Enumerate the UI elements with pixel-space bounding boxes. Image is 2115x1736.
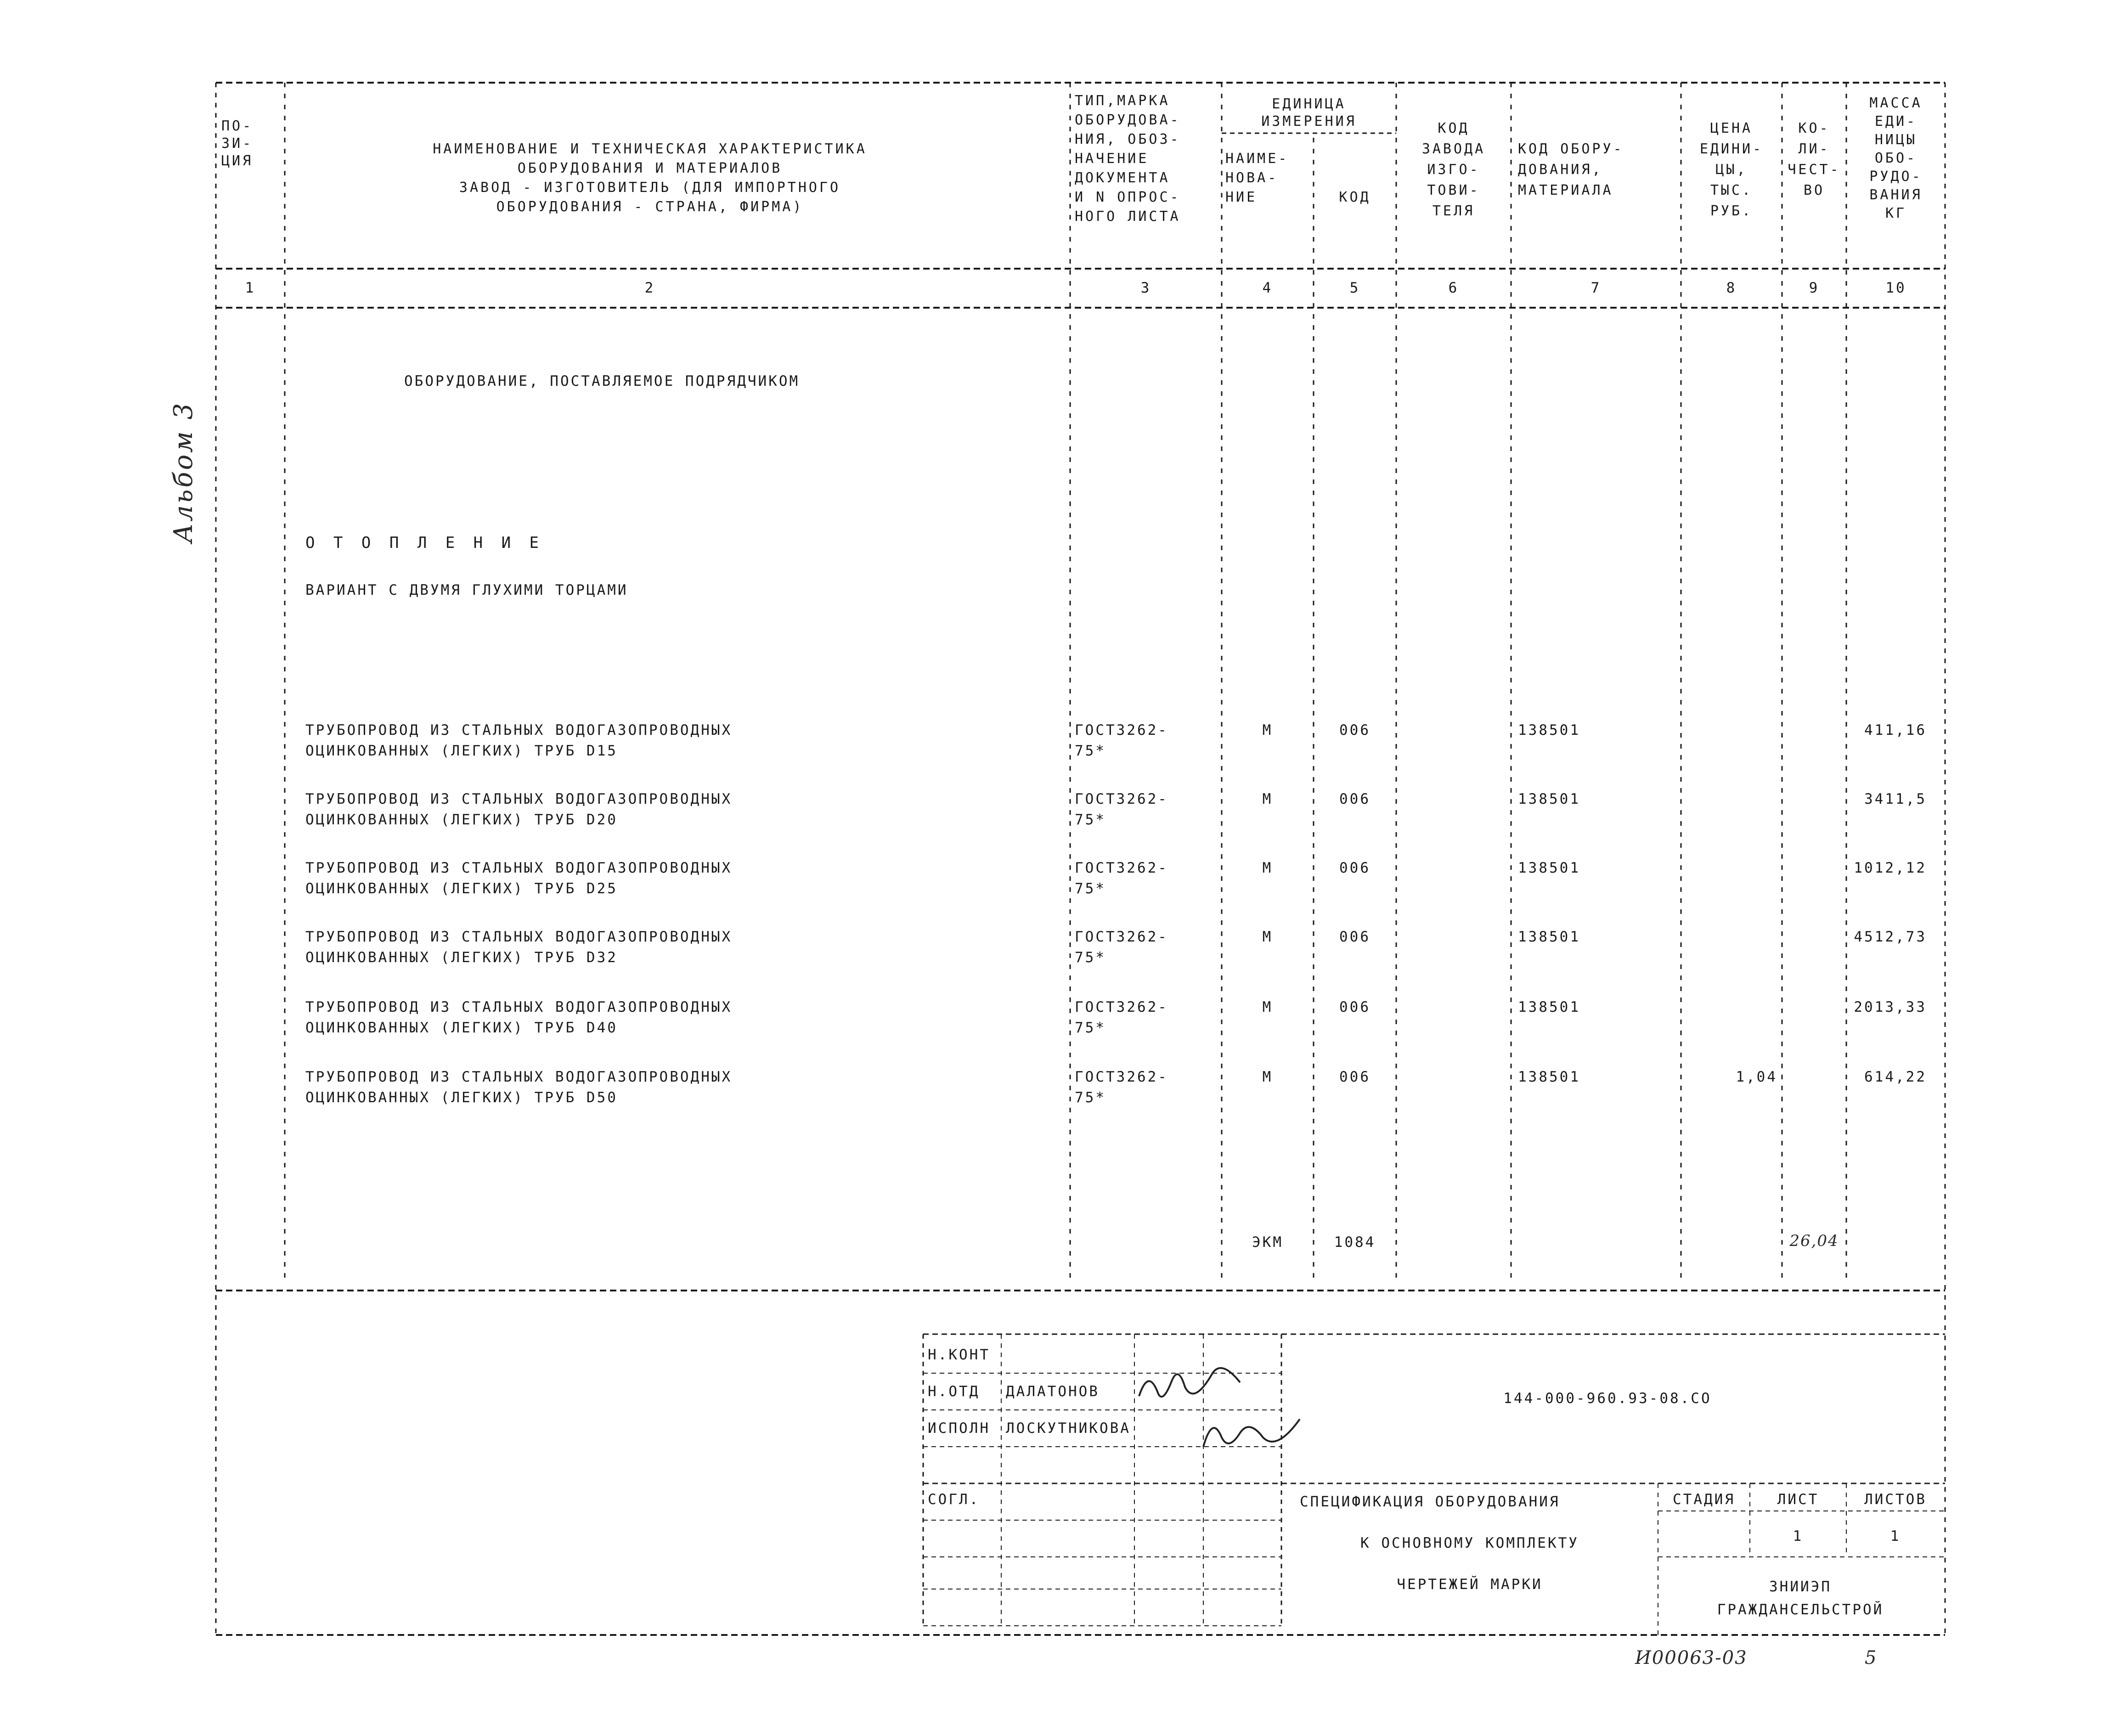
header-col1-line: ЦИЯ <box>221 153 254 169</box>
header-col3-line: И N ОПРОС- <box>1075 189 1181 205</box>
row-unit: М <box>1262 791 1273 807</box>
row-unit: М <box>1262 860 1273 876</box>
row-material-code: 138501 <box>1518 860 1580 876</box>
total-qty: 26,04 <box>1789 1232 1839 1250</box>
designation: 144-000-960.93-08.СО <box>1503 1390 1712 1407</box>
column-number: 5 <box>1349 280 1360 296</box>
row-unit-code: 006 <box>1339 791 1371 807</box>
header-col3-line: ОБОРУДОВА- <box>1075 112 1181 128</box>
row-name-line: ТРУБОПРОВОД ИЗ СТАЛЬНЫХ ВОДОГАЗОПРОВОДНЫХ <box>305 1069 733 1085</box>
row-doc-line: 75* <box>1075 812 1106 828</box>
section-title: ОБОРУДОВАНИЕ, ПОСТАВЛЯЕМОЕ ПОДРЯДЧИКОМ <box>404 373 800 389</box>
header-col8-line: ТЫС. <box>1710 182 1753 198</box>
doc-title-line: ЧЕРТЕЖЕЙ МАРКИ <box>1397 1576 1543 1593</box>
sheet-number: 1 <box>1793 1528 1804 1544</box>
row-material-code: 138501 <box>1518 929 1580 945</box>
row-name-line: ТРУБОПРОВОД ИЗ СТАЛЬНЫХ ВОДОГАЗОПРОВОДНЫХ <box>305 860 733 876</box>
header-col2-line: НАИМЕНОВАНИЕ И ТЕХНИЧЕСКАЯ ХАРАКТЕРИСТИКА <box>433 141 867 157</box>
header-col3-line: ТИП,МАРКА <box>1075 93 1170 109</box>
column-number: 10 <box>1885 280 1906 296</box>
header-col6-line: КОД <box>1438 120 1470 136</box>
column-number: 6 <box>1448 280 1459 296</box>
footer-page: 5 <box>1865 1647 1878 1668</box>
row-name-line: ОЦИНКОВАННЫХ (ЛЕГКИХ) ТРУБ D50 <box>305 1089 618 1106</box>
org-line: ЗНИИЭП <box>1769 1578 1832 1595</box>
row-unit: М <box>1262 722 1273 738</box>
row-qty: 1012,12 <box>1854 860 1927 876</box>
total-unit-code: 1084 <box>1334 1234 1376 1251</box>
header-col2-line: ОБОРУДОВАНИЯ И МАТЕРИАЛОВ <box>517 160 783 176</box>
row-name-line: ОЦИНКОВАННЫХ (ЛЕГКИХ) ТРУБ D32 <box>305 949 618 966</box>
header-col9-line: КО- <box>1798 120 1830 136</box>
title-role: ИСПОЛН <box>928 1420 990 1437</box>
header-col2-line: ЗАВОД - ИЗГОТОВИТЕЛЬ (ДЛЯ ИМПОРТНОГО <box>459 180 841 196</box>
row-doc-line: 75* <box>1075 880 1106 897</box>
row-qty: 4512,73 <box>1854 929 1927 945</box>
row-name-line: ОЦИНКОВАННЫХ (ЛЕГКИХ) ТРУБ D25 <box>305 880 618 897</box>
header-col10-line: РУДО- <box>1869 169 1923 185</box>
title-person: ДАЛАТОНОВ <box>1006 1383 1100 1400</box>
doc-title-line: К ОСНОВНОМУ КОМПЛЕКТУ <box>1360 1535 1579 1551</box>
header-col9-line: ЛИ- <box>1798 141 1830 157</box>
row-name-line: ОЦИНКОВАННЫХ (ЛЕГКИХ) ТРУБ D40 <box>305 1020 618 1036</box>
title-role: СОГЛ. <box>928 1491 980 1508</box>
header-col8-line: ЕДИНИ- <box>1699 141 1764 157</box>
header-col8-line: ЦЫ, <box>1715 162 1748 178</box>
header-col10-line: НИЦЫ <box>1874 132 1918 148</box>
header-col10-line: ОБО- <box>1874 150 1918 166</box>
column-number: 2 <box>644 280 655 296</box>
row-material-code: 138501 <box>1518 1069 1580 1085</box>
header-col10-line: КГ <box>1885 205 1907 221</box>
header-col1-line: ЗИ- <box>221 135 254 152</box>
header-col4-line: НИЕ <box>1225 189 1258 205</box>
group-title: О Т О П Л Е Н И Е <box>305 534 543 552</box>
row-unit-code: 006 <box>1339 999 1371 1015</box>
header-col4-line: НАИМЕ- <box>1225 151 1289 167</box>
row-doc-line: ГОСТ3262- <box>1075 860 1168 876</box>
row-unit: М <box>1262 999 1273 1015</box>
column-number: 9 <box>1809 280 1820 296</box>
subgroup-title: ВАРИАНТ С ДВУМЯ ГЛУХИМИ ТОРЦАМИ <box>305 582 628 598</box>
row-name-line: ТРУБОПРОВОД ИЗ СТАЛЬНЫХ ВОДОГАЗОПРОВОДНЫХ <box>305 722 733 738</box>
title-role: Н.КОНТ <box>928 1347 990 1363</box>
header-col7-line: ДОВАНИЯ, <box>1518 162 1603 178</box>
header-col7-line: МАТЕРИАЛА <box>1518 182 1613 198</box>
stage-label: СТАДИЯ <box>1673 1491 1735 1508</box>
row-doc-line: 75* <box>1075 743 1106 759</box>
row-doc-line: ГОСТ3262- <box>1075 929 1168 945</box>
sheets-number: 1 <box>1890 1528 1901 1544</box>
header-col7-line: КОД ОБОРУ- <box>1518 141 1624 157</box>
row-material-code: 138501 <box>1518 722 1580 738</box>
header-col5-line: КОД <box>1339 189 1371 205</box>
header-col1-line: ПО- <box>221 118 254 134</box>
row-unit-code: 006 <box>1339 1069 1371 1085</box>
row-name-line: ТРУБОПРОВОД ИЗ СТАЛЬНЫХ ВОДОГАЗОПРОВОДНЫХ <box>305 929 733 945</box>
row-unit-code: 006 <box>1339 722 1371 738</box>
row-doc-line: ГОСТ3262- <box>1075 791 1168 807</box>
row-doc-line: ГОСТ3262- <box>1075 722 1168 738</box>
header-col6-line: ТЕЛЯ <box>1432 203 1475 219</box>
header-col3-line: НАЧЕНИЕ <box>1075 151 1149 167</box>
title-person: ЛОСКУТНИКОВА <box>1006 1420 1131 1437</box>
title-role: Н.ОТД <box>928 1383 980 1400</box>
header-col4-line: НОВА- <box>1225 170 1279 186</box>
header-col10-line: ЕДИ- <box>1874 113 1918 130</box>
header-col6-line: ЗАВОДА <box>1421 141 1486 157</box>
row-unit: М <box>1262 1069 1273 1085</box>
header-units-line: ИЗМЕРЕНИЯ <box>1261 113 1357 130</box>
sheets-label: ЛИСТОВ <box>1864 1491 1927 1508</box>
header-col9-line: ЧЕСТ- <box>1788 162 1841 178</box>
footer-code: И00063-03 <box>1635 1647 1748 1668</box>
header-col10-line: МАССА <box>1869 95 1923 111</box>
header-col9-line: ВО <box>1803 182 1825 198</box>
side-note: Альбом 3 <box>169 401 198 543</box>
row-name-line: ТРУБОПРОВОД ИЗ СТАЛЬНЫХ ВОДОГАЗОПРОВОДНЫХ <box>305 999 733 1015</box>
column-number: 3 <box>1140 280 1151 296</box>
header-col6-line: ТОВИ- <box>1427 182 1480 198</box>
row-doc-line: 75* <box>1075 949 1106 966</box>
org-line: ГРАЖДАНСЕЛЬСТРОЙ <box>1717 1601 1884 1618</box>
header-units-line: ЕДИНИЦА <box>1272 96 1346 112</box>
column-number: 1 <box>245 280 256 296</box>
row-doc-line: ГОСТ3262- <box>1075 1069 1168 1085</box>
total-unit: ЭКМ <box>1252 1234 1283 1251</box>
header-col8-line: ЦЕНА <box>1710 120 1753 136</box>
doc-title-line: СПЕЦИФИКАЦИЯ ОБОРУДОВАНИЯ <box>1300 1494 1560 1510</box>
row-doc-line: 75* <box>1075 1089 1106 1106</box>
row-material-code: 138501 <box>1518 999 1580 1015</box>
column-number: 4 <box>1262 280 1273 296</box>
header-col2-line: ОБОРУДОВАНИЯ - СТРАНА, ФИРМА) <box>496 199 804 215</box>
row-qty: 2013,33 <box>1854 999 1927 1015</box>
header-col10-line: ВАНИЯ <box>1869 187 1923 203</box>
sheet-label: ЛИСТ <box>1777 1491 1819 1508</box>
header-col3-line: НОГО ЛИСТА <box>1075 209 1181 225</box>
row-qty: 614,22 <box>1864 1069 1927 1085</box>
row-doc-line: ГОСТ3262- <box>1075 999 1168 1015</box>
column-number: 8 <box>1726 280 1737 296</box>
row-price: 1,04 <box>1736 1069 1777 1085</box>
row-doc-line: 75* <box>1075 1020 1106 1036</box>
column-number: 7 <box>1590 280 1602 296</box>
row-name-line: ОЦИНКОВАННЫХ (ЛЕГКИХ) ТРУБ D20 <box>305 812 618 828</box>
row-name-line: ТРУБОПРОВОД ИЗ СТАЛЬНЫХ ВОДОГАЗОПРОВОДНЫХ <box>305 791 733 807</box>
row-unit-code: 006 <box>1339 860 1371 876</box>
row-unit-code: 006 <box>1339 929 1371 945</box>
row-qty: 411,16 <box>1864 722 1927 738</box>
header-col6-line: ИЗГО- <box>1427 162 1480 178</box>
row-name-line: ОЦИНКОВАННЫХ (ЛЕГКИХ) ТРУБ D15 <box>305 743 618 759</box>
header-col3-line: ДОКУМЕНТА <box>1075 170 1170 186</box>
header-col8-line: РУБ. <box>1710 203 1753 219</box>
row-qty: 3411,5 <box>1864 791 1927 807</box>
row-unit: М <box>1262 929 1273 945</box>
row-material-code: 138501 <box>1518 791 1580 807</box>
header-col3-line: НИЯ, ОБОЗ- <box>1075 131 1181 147</box>
